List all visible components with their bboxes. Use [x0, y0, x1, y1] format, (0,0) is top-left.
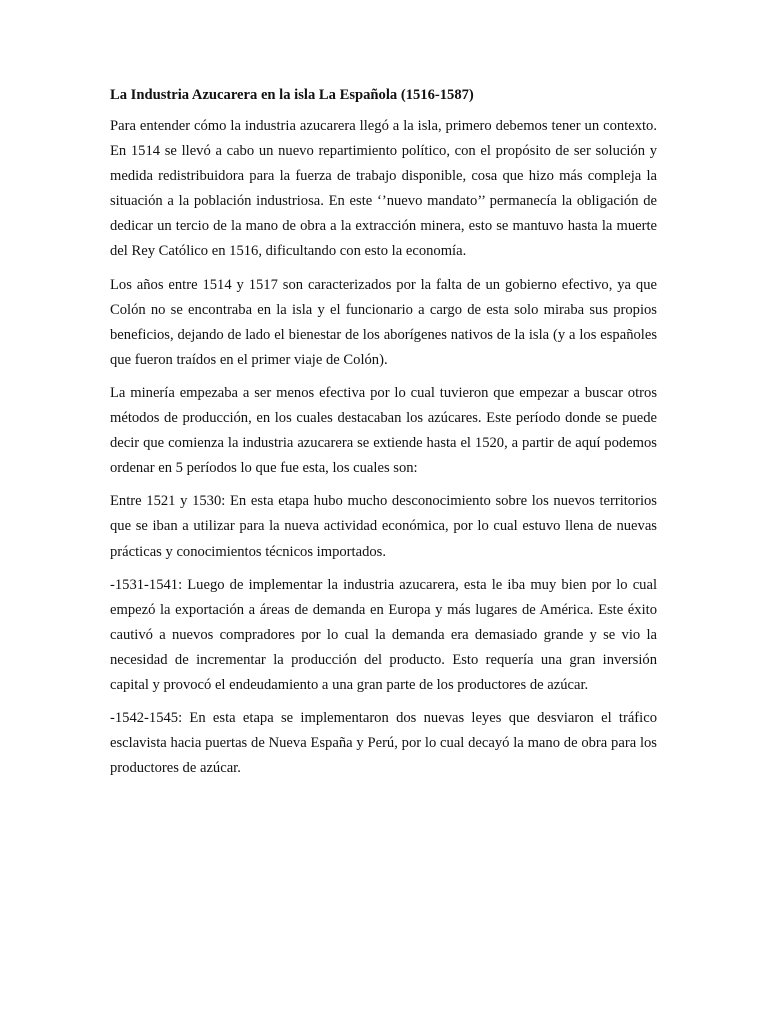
document-title: La Industria Azucarera en la isla La Española (1516-1587)	[110, 87, 474, 103]
paragraph-context: Para entender cómo la industria azucarera llegó a la isla, primero debemos tener un contexto. En 1514 se llevó a cabo un nuevo repartimiento político, con el propósito de ser solución y medida redistribuidora para la fuerza de trabajo disponible, cosa que hizo más compleja la situación a la población industriosa. En este ‘’nuevo mandato’’ permanecía la obligación de dedicar un tercio de la mano de obra a la extracción minera, esto se mantuvo hasta la muerte del Rey Católico en 1516, dificultando con esto la economía.	[110, 118, 657, 260]
paragraph-period-1531-1541: -1531-1541: Luego de implementar la industria azucarera, esta le iba muy bien por lo cual empezó la exportación a áreas de demanda en Europa y más lugares de América. Este éxito cautivó a nuevos compradores por lo cual la demanda era demasiado grande y se vio la necesidad de incrementar la producción del producto. Esto requería una gran inversión capital y provocó el endeudamiento a una gran parte de los productores de azúcar.	[110, 576, 657, 693]
document-body	[110, 84, 657, 789]
paragraph-mining: La minería empezaba a ser menos efectiva por lo cual tuvieron que empezar a buscar otros métodos de producción, en los cuales destacaban los azúcares. Este período donde se puede decir que comienza la industria azucarera se extiende hasta el 1520, a partir de aquí podemos ordenar en 5 períodos lo que fue esta, los cuales son:	[110, 384, 657, 477]
paragraph-government: Los años entre 1514 y 1517 son caracterizados por la falta de un gobierno efectivo, ya que Colón no se encontraba en la isla y el funcionario a cargo de esta solo miraba sus propios beneficios, dejando de lado el bienestar de los aborígenes nativos de la isla (y a los españoles que fueron traídos en el primer viaje de Colón).	[110, 276, 657, 368]
paragraph-period-1521-1530: Entre 1521 y 1530: En esta etapa hubo mucho desconocimiento sobre los nuevos territorios que se iban a utilizar para la nueva actividad económica, por lo cual estuvo llena de nuevas prácticas y conocimientos técnicos importados.	[110, 493, 657, 560]
paragraph-period-1542-1545: -1542-1545: En esta etapa se implementaron dos nuevas leyes que desviaron el tráfico esclavista hacia puertas de Nueva España y Perú, por lo cual decayó la mano de obra para los productores de azúcar.	[110, 710, 657, 777]
